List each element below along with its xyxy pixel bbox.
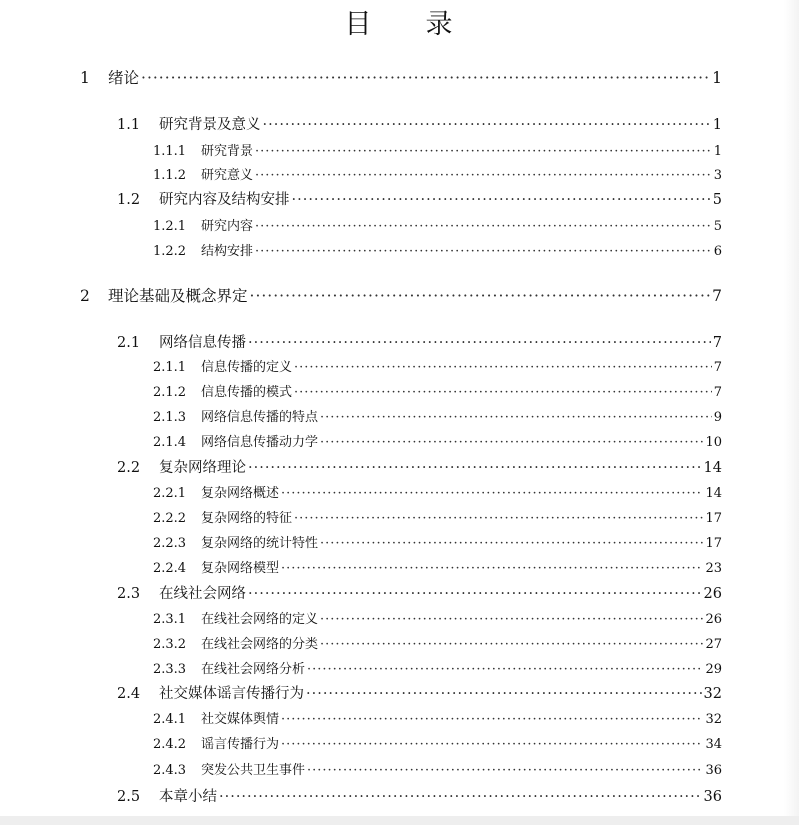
toc-entry-number: 2.2.3 [153,536,187,551]
toc-entry-page-number: 1 [712,69,722,87]
toc-entry-page-number: 7 [712,335,722,351]
toc-entry-page-number: 23 [705,561,722,576]
toc-entry-page-number: 32 [703,686,722,702]
toc-entry-page-number: 3 [713,168,722,183]
toc-leader-dots [320,410,712,425]
toc-entry-number: 2 [80,287,90,305]
toc-entry-title: 在线社会网络 [159,586,246,602]
toc-entry-page-number: 10 [705,435,722,450]
toc-entry-page-number: 9 [713,410,722,425]
toc-entry-title: 复杂网络理论 [159,460,246,476]
toc-entry-number: 2.1 [117,335,141,351]
title-char-1: 目 [344,9,374,40]
title-char-2: 录 [425,9,455,40]
toc-entry-number: 2.4.3 [153,763,187,778]
toc-entry-title: 研究内容及结构安排 [159,192,290,208]
toc-entry-title: 网络信息传播动力学 [201,435,319,450]
toc-entry[interactable] [0,188,722,209]
toc-entry-page-number: 6 [713,244,722,259]
toc-leader-dots [281,712,703,727]
toc-entry[interactable] [0,406,722,425]
toc-entry-page-number: 1 [713,144,722,159]
toc-entry-title: 研究背景及意义 [159,117,261,133]
toc-entry-page-number: 14 [703,460,722,476]
toc-leader-dots [248,335,711,351]
toc-entry-number: 1.1 [117,117,141,133]
toc-entry[interactable] [0,582,722,603]
toc-entry-number: 2.4.2 [153,737,187,752]
toc-entry[interactable] [0,456,722,477]
toc-leader-dots [294,511,703,526]
toc-leader-dots [263,117,711,133]
toc-entry-title: 研究意义 [201,168,254,183]
toc-entry[interactable] [0,633,722,652]
toc-entry-page-number: 36 [703,789,722,805]
toc-entry[interactable] [0,733,722,752]
toc-leader-dots [248,460,702,476]
toc-entry-title: 复杂网络概述 [201,486,280,501]
toc-entry[interactable] [0,66,722,88]
toc-entry-number: 1.1.2 [153,168,187,183]
toc-entry-title: 社交媒体谣言传播行为 [159,686,304,702]
toc-entry-page-number: 7 [713,360,722,375]
toc-entry[interactable] [0,682,722,703]
bottom-scroll-area [0,816,799,825]
toc-leader-dots [307,763,703,778]
toc-entry-page-number: 17 [705,536,722,551]
toc-entry-title: 理论基础及概念界定 [108,287,248,305]
toc-entry-title: 谣言传播行为 [201,737,280,752]
toc-entry-page-number: 14 [705,486,722,501]
toc-leader-dots [248,586,702,602]
toc-entry-title: 社交媒体舆情 [201,712,280,727]
toc-leader-dots [141,69,710,87]
toc-entry[interactable] [0,284,722,306]
toc-entry-title: 结构安排 [201,244,254,259]
toc-leader-dots [306,686,702,702]
toc-entry-page-number: 7 [713,385,722,400]
toc-entry-page-number: 27 [705,637,722,652]
toc-leader-dots [281,486,703,501]
toc-entry[interactable] [0,532,722,551]
toc-leader-dots [281,561,703,576]
toc-entry-number: 1.2 [117,192,141,208]
toc-entry-number: 2.4.1 [153,712,187,727]
toc-entry-number: 2.3 [117,586,141,602]
toc-entry-number: 2.4 [117,686,141,702]
toc-entry-number: 2.1.3 [153,410,187,425]
toc-entry-number: 2.5 [117,789,141,805]
toc-leader-dots [307,662,703,677]
toc-entry-page-number: 7 [712,287,722,305]
toc-leader-dots [255,219,712,234]
toc-entry-number: 2.2.1 [153,486,187,501]
toc-entry[interactable] [0,658,722,677]
toc-entry[interactable] [0,557,722,576]
page-right-shadow [784,0,799,816]
toc-entry[interactable] [0,140,722,159]
toc-entry[interactable] [0,356,722,375]
toc-entry-page-number: 5 [713,219,722,234]
toc-entry-title: 复杂网络的特征 [201,511,293,526]
toc-entry-number: 1.2.2 [153,244,187,259]
toc-entry-page-number: 32 [705,712,722,727]
toc-entry-number: 2.2 [117,460,141,476]
toc-entry-number: 2.2.4 [153,561,187,576]
toc-leader-dots [255,144,712,159]
toc-leader-dots [320,637,703,652]
page-title [0,2,799,41]
toc-entry[interactable] [0,215,722,234]
toc-entry-title: 在线社会网络的分类 [201,637,319,652]
toc-entry-page-number: 26 [703,586,722,602]
toc-entry-title: 本章小结 [159,789,217,805]
toc-entry-title: 突发公共卫生事件 [201,763,306,778]
toc-leader-dots [250,287,711,305]
toc-entry[interactable] [0,785,722,806]
toc-entry-page-number: 26 [705,612,722,627]
toc-entry-number: 1 [80,69,90,87]
toc-leader-dots [320,435,703,450]
toc-leader-dots [281,737,703,752]
toc-entry-page-number: 34 [705,737,722,752]
toc-entry[interactable] [0,431,722,450]
toc-entry[interactable] [0,608,722,627]
toc-leader-dots [255,168,712,183]
toc-entry[interactable] [0,331,722,352]
toc-entry-title: 复杂网络模型 [201,561,280,576]
toc-entry-number: 2.2.2 [153,511,187,526]
toc-entry-title: 网络信息传播的特点 [201,410,319,425]
toc-entry[interactable] [0,164,722,183]
toc-entry-number: 1.1.1 [153,144,187,159]
toc-entry-number: 2.1.4 [153,435,187,450]
toc-entry-title: 研究背景 [201,144,254,159]
toc-entry-number: 1.2.1 [153,219,187,234]
toc-leader-dots [219,789,702,805]
toc-entry[interactable] [0,113,722,134]
toc-entry-number: 2.1.1 [153,360,187,375]
toc-entry-page-number: 29 [705,662,722,677]
toc-entry[interactable] [0,708,722,727]
toc-leader-dots [320,536,703,551]
toc-entry-title: 网络信息传播 [159,335,246,351]
toc-entry-page-number: 1 [712,117,722,133]
toc-entry-title: 信息传播的模式 [201,385,293,400]
toc-entry-title: 绪论 [108,69,140,87]
toc-leader-dots [320,612,703,627]
toc-entry[interactable] [0,507,722,526]
toc-entry-title: 在线社会网络的定义 [201,612,319,627]
toc-entry-number: 2.3.3 [153,662,187,677]
toc-entry-number: 2.3.2 [153,637,187,652]
toc-entry-number: 2.3.1 [153,612,187,627]
toc-entry-title: 信息传播的定义 [201,360,293,375]
toc-entry[interactable] [0,482,722,501]
toc-leader-dots [292,192,711,208]
toc-leader-dots [255,244,712,259]
toc-entry-title: 复杂网络的统计特性 [201,536,319,551]
toc-entry-page-number: 5 [712,192,722,208]
toc-entry[interactable] [0,381,722,400]
toc-entry[interactable] [0,759,722,778]
toc-entry-title: 在线社会网络分析 [201,662,306,677]
toc-entry-page-number: 36 [705,763,722,778]
toc-leader-dots [294,385,712,400]
toc-entry[interactable] [0,240,722,259]
toc-leader-dots [294,360,712,375]
toc-entry-title: 研究内容 [201,219,254,234]
toc-entry-page-number: 17 [705,511,722,526]
toc-entry-number: 2.1.2 [153,385,187,400]
